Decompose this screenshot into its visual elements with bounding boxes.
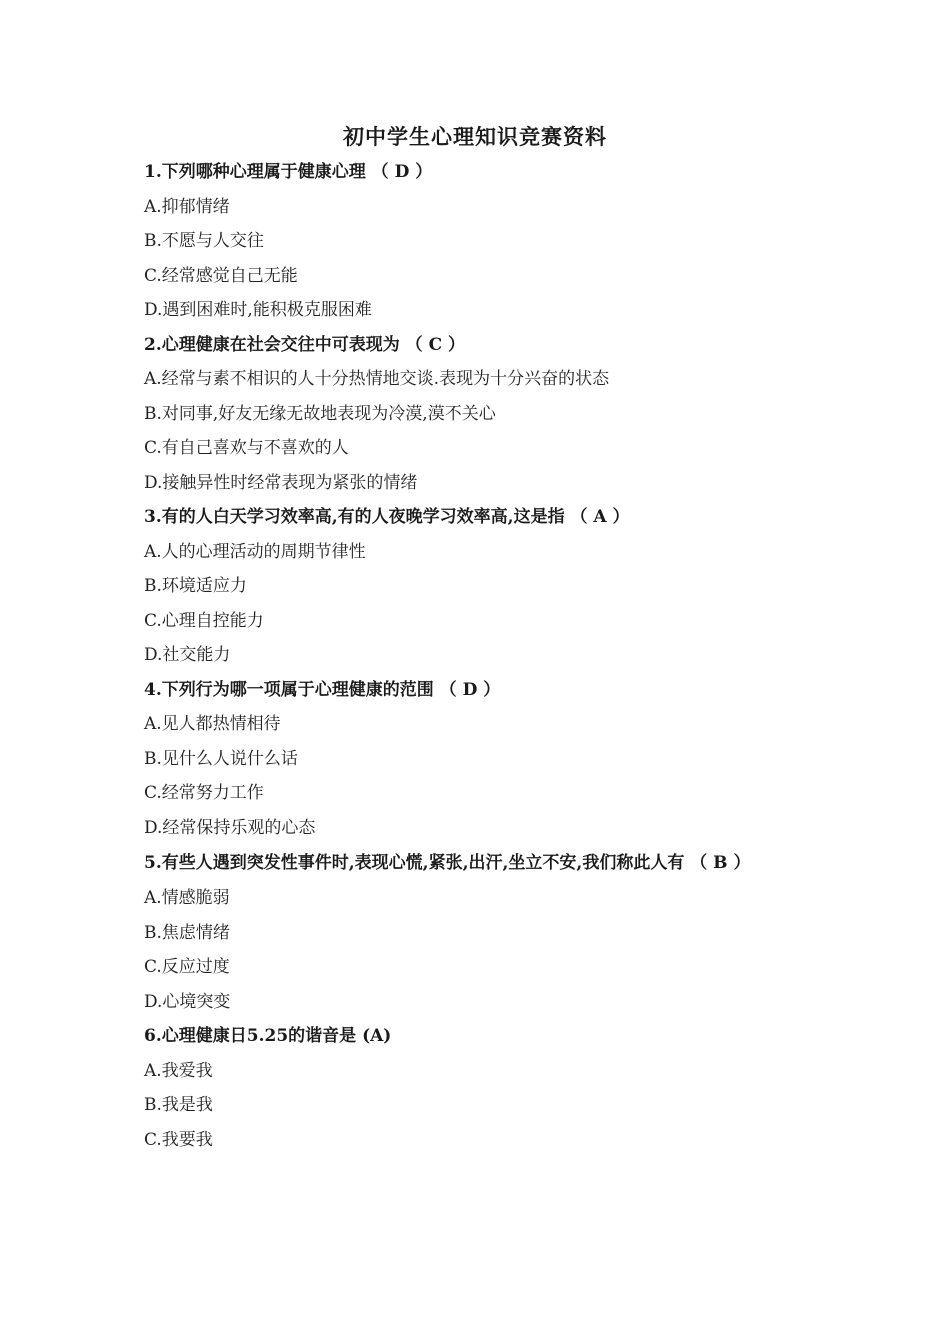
option-item: B.见什么人说什么话 <box>144 748 298 769</box>
question-block <box>144 673 814 846</box>
option-item: B.环境适应力 <box>144 576 247 596</box>
question-block <box>144 845 814 1019</box>
option-item: A.我爱我 <box>144 1060 213 1081</box>
option-item: C.心理自控能力 <box>144 610 264 631</box>
option-item: A.人的心理活动的周期节律性 <box>144 541 366 562</box>
option-item: A.见人都热情相待 <box>144 714 281 734</box>
question-text: 5.有些人遇到突发性事件时,表现心慌,紧张,出汗,坐立不安,我们称此人有 （ B ） <box>144 853 751 873</box>
option-item: D.经常保持乐观的心态 <box>144 817 316 838</box>
option-item: B.我是我 <box>144 1095 213 1115</box>
option-item: A.经常与素不相识的人十分热情地交谈.表现为十分兴奋的状态 <box>144 369 610 389</box>
option-item: C.经常努力工作 <box>144 783 264 803</box>
question-block <box>144 328 814 501</box>
option-item: D.心境突变 <box>144 991 231 1012</box>
option-item: D.接触异性时经常表现为紧张的情绪 <box>144 472 418 493</box>
option-item: C.反应过度 <box>144 957 230 977</box>
option-item: A.情感脆弱 <box>144 888 230 908</box>
option-item: D.社交能力 <box>144 645 231 665</box>
question-block <box>144 1019 814 1157</box>
question-text: 3.有的人白天学习效率高,有的人夜晚学习效率高,这是指 （ A ） <box>144 507 630 527</box>
question-block <box>144 155 814 328</box>
question-text: 6.心理健康日5.25的谐音是 (A) <box>144 1026 392 1046</box>
option-item: C.经常感觉自己无能 <box>144 265 298 286</box>
document-title: 初中学生心理知识竞赛资料 <box>343 124 607 149</box>
option-item: B.对同事,好友无缘无故地表现为冷漠,漠不关心 <box>144 403 496 424</box>
question-text: 1.下列哪种心理属于健康心理 （ D ） <box>144 162 433 182</box>
question-list <box>144 155 814 1157</box>
option-item: B.焦虑情绪 <box>144 922 230 943</box>
option-item: B.不愿与人交往 <box>144 231 264 251</box>
option-item: C.有自己喜欢与不喜欢的人 <box>144 438 349 458</box>
question-text: 4.下列行为哪一项属于心理健康的范围 （ D ） <box>144 679 501 700</box>
question-block <box>144 500 814 673</box>
option-item: C.我要我 <box>144 1129 213 1150</box>
option-item: A.抑郁情绪 <box>144 196 230 217</box>
question-text: 2.心理健康在社会交往中可表现为 （ C ） <box>144 334 466 355</box>
option-item: D.遇到困难时,能积极克服困难 <box>144 300 372 320</box>
